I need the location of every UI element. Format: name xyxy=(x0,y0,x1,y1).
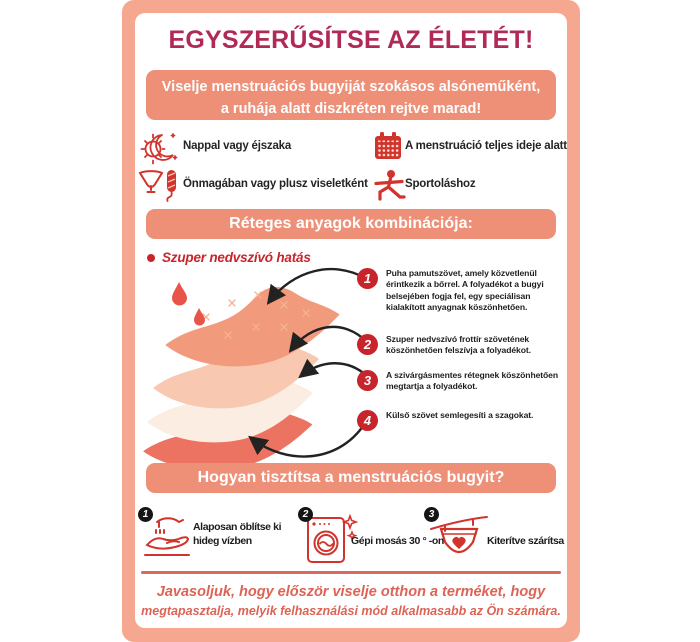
absorbency-highlight-label: Szuper nedvszívó hatás xyxy=(162,250,311,265)
care-label-rinse: Alaposan öblítse ki hideg vízben xyxy=(193,521,282,548)
footer-divider xyxy=(141,571,561,574)
footer-line2: megtapasztalja, melyik felhasználási mód alkalmasabb az Ön számára. xyxy=(141,604,561,619)
footer-line1: Javasoljuk, hogy először viselje otthon a terméket, hogy xyxy=(156,584,546,600)
sport-icon xyxy=(369,169,407,201)
layer-step-2 xyxy=(357,334,566,357)
line-dry-icon xyxy=(429,515,489,561)
page-title: EGYSZERŰSÍTSE AZ ÉLETÉT! xyxy=(168,26,534,54)
feature-label-standalone: Önmagában vagy plusz viseletként xyxy=(183,178,368,190)
step-text-1: Puha pamutszövet, amely közvetlenül érintkezik a bőrrel. A folyadékot a bugyi belsejében fogja fel, egy speciálisan kialakított anyagnak köszönhetően. xyxy=(386,268,544,313)
drop-icon xyxy=(172,282,187,306)
fabric-layer-1 xyxy=(165,287,339,366)
bullet-dot-icon xyxy=(147,254,155,262)
layer-step-1 xyxy=(357,268,566,313)
feature-label-day-night: Nappal vagy éjszaka xyxy=(183,140,292,152)
layer-step-3 xyxy=(357,370,566,393)
layer-step-4 xyxy=(357,410,566,431)
feature-label-sport: Sportoláshoz xyxy=(405,178,476,190)
drop-icon-small xyxy=(194,308,205,326)
step-badge-3: 3 xyxy=(357,370,378,391)
care-badge-3: 3 xyxy=(424,507,439,522)
footer-note xyxy=(135,582,567,620)
feature-label-full-period: A menstruáció teljes ideje alatt xyxy=(405,140,567,152)
day-night-icon xyxy=(140,129,178,165)
cup-tampon-icon xyxy=(137,166,181,206)
step-badge-1: 1 xyxy=(357,268,378,289)
step-badge-4: 4 xyxy=(357,410,378,431)
intro-banner-line1: Viselje menstruációs bugyiját szokásos alsóneműként, xyxy=(161,79,541,95)
care-badge-2: 2 xyxy=(298,507,313,522)
care-label-dry: Kiterítve szárítsa xyxy=(487,535,564,547)
intro-banner-line2: a ruhája alatt diszkréten rejtve marad! xyxy=(220,101,482,118)
poster-card xyxy=(122,0,580,642)
calendar-icon xyxy=(373,131,403,161)
step-badge-2: 2 xyxy=(357,334,378,355)
poster-inner xyxy=(135,13,567,628)
care-banner: Hogyan tisztítsa a menstruációs bugyit? xyxy=(146,463,556,493)
care-label-machine: Gépi mosás 30 ° -on xyxy=(351,535,444,547)
layer-steps xyxy=(357,268,567,463)
step-text-2: Szuper nedvszívó frottír szövetének köszönhetően felszívja a folyadékot. xyxy=(386,334,531,356)
intro-banner xyxy=(146,70,556,120)
care-badge-1: 1 xyxy=(138,507,153,522)
fabric-layers-illustration xyxy=(135,262,369,466)
step-text-3: A szivárgásmentes rétegnek köszönhetően megtartja a folyadékot. xyxy=(386,370,559,392)
layers-banner: Réteges anyagok kombinációja: xyxy=(146,209,556,239)
step-text-4: Külső szövet semlegesíti a szagokat. xyxy=(386,410,534,420)
